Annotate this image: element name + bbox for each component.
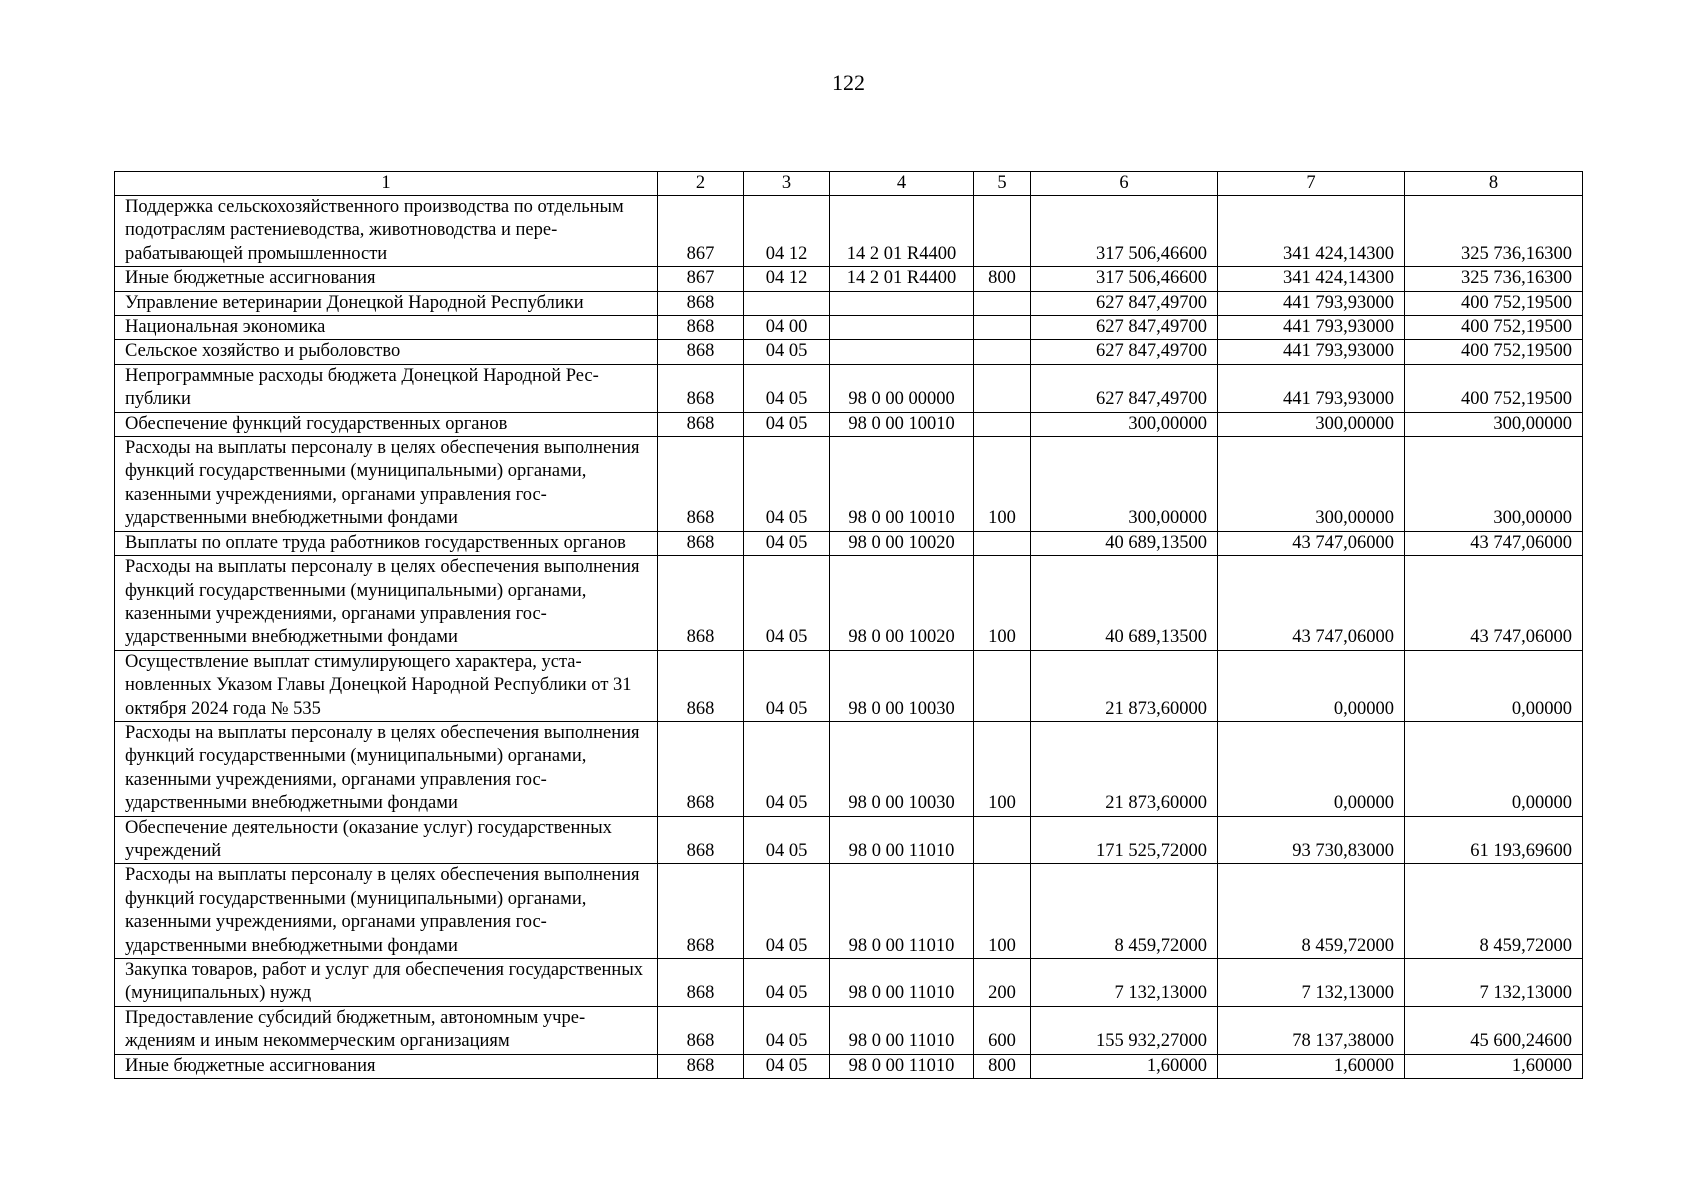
target-article-cell: 98 0 00 10010 bbox=[830, 412, 974, 436]
expense-type-cell bbox=[974, 412, 1031, 436]
column-header: 6 bbox=[1031, 172, 1218, 196]
amount-2026-cell: 78 137,38000 bbox=[1218, 1006, 1405, 1054]
target-article-cell: 98 0 00 10020 bbox=[830, 531, 974, 555]
amount-2027-cell: 43 747,06000 bbox=[1405, 531, 1583, 555]
table-row bbox=[115, 1006, 1583, 1054]
amount-2027-cell: 300,00000 bbox=[1405, 412, 1583, 436]
section-code-cell: 04 05 bbox=[744, 364, 830, 412]
row-name-cell: Закупка товаров, работ и услуг для обеспечения государственных (муниципальных) нужд bbox=[115, 959, 658, 1007]
ministry-code-cell: 868 bbox=[658, 340, 744, 364]
column-header: 5 bbox=[974, 172, 1031, 196]
amount-2025-cell: 8 459,72000 bbox=[1031, 864, 1218, 959]
amount-2025-cell: 317 506,46600 bbox=[1031, 267, 1218, 291]
amount-2025-cell: 7 132,13000 bbox=[1031, 959, 1218, 1007]
table-row bbox=[115, 721, 1583, 816]
amount-2027-cell: 400 752,19500 bbox=[1405, 291, 1583, 315]
table-row bbox=[115, 816, 1583, 864]
target-article-cell: 98 0 00 10010 bbox=[830, 437, 974, 532]
section-code-cell: 04 05 bbox=[744, 816, 830, 864]
amount-2026-cell: 7 132,13000 bbox=[1218, 959, 1405, 1007]
amount-2026-cell: 341 424,14300 bbox=[1218, 267, 1405, 291]
expense-type-cell bbox=[974, 650, 1031, 721]
table-row bbox=[115, 291, 1583, 315]
row-name-cell: Национальная экономика bbox=[115, 316, 658, 340]
table-row bbox=[115, 650, 1583, 721]
amount-2026-cell: 441 793,93000 bbox=[1218, 340, 1405, 364]
column-header: 1 bbox=[115, 172, 658, 196]
section-code-cell: 04 05 bbox=[744, 340, 830, 364]
table-row bbox=[115, 340, 1583, 364]
expense-type-cell: 100 bbox=[974, 556, 1031, 651]
row-name-cell: Выплаты по оплате труда работников государственных органов bbox=[115, 531, 658, 555]
table-row bbox=[115, 959, 1583, 1007]
expense-type-cell: 100 bbox=[974, 721, 1031, 816]
amount-2027-cell: 8 459,72000 bbox=[1405, 864, 1583, 959]
table-row bbox=[115, 864, 1583, 959]
row-name-cell: Иные бюджетные ассигнования bbox=[115, 1054, 658, 1078]
expense-type-cell: 100 bbox=[974, 437, 1031, 532]
amount-2025-cell: 627 847,49700 bbox=[1031, 291, 1218, 315]
column-header: 2 bbox=[658, 172, 744, 196]
expense-type-cell bbox=[974, 340, 1031, 364]
amount-2025-cell: 171 525,72000 bbox=[1031, 816, 1218, 864]
amount-2026-cell: 300,00000 bbox=[1218, 412, 1405, 436]
expense-type-cell bbox=[974, 531, 1031, 555]
ministry-code-cell: 868 bbox=[658, 864, 744, 959]
target-article-cell: 98 0 00 00000 bbox=[830, 364, 974, 412]
target-article-cell bbox=[830, 340, 974, 364]
page-number: 122 bbox=[832, 70, 865, 95]
table-row bbox=[115, 316, 1583, 340]
amount-2027-cell: 400 752,19500 bbox=[1405, 316, 1583, 340]
ministry-code-cell: 868 bbox=[658, 316, 744, 340]
row-name-cell: Обеспечение деятельности (оказание услуг) государственных учреждений bbox=[115, 816, 658, 864]
amount-2026-cell: 43 747,06000 bbox=[1218, 531, 1405, 555]
expense-type-cell: 600 bbox=[974, 1006, 1031, 1054]
section-code-cell: 04 12 bbox=[744, 267, 830, 291]
section-code-cell: 04 05 bbox=[744, 650, 830, 721]
section-code-cell: 04 05 bbox=[744, 864, 830, 959]
row-name-cell: Непрограммные расходы бюджета Донецкой Народной Республики bbox=[115, 364, 658, 412]
section-code-cell bbox=[744, 291, 830, 315]
section-code-cell: 04 05 bbox=[744, 1054, 830, 1078]
amount-2026-cell: 93 730,83000 bbox=[1218, 816, 1405, 864]
row-name-cell: Иные бюджетные ассигнования bbox=[115, 267, 658, 291]
table-row bbox=[115, 1054, 1583, 1078]
target-article-cell: 98 0 00 10030 bbox=[830, 650, 974, 721]
target-article-cell: 98 0 00 11010 bbox=[830, 959, 974, 1007]
ministry-code-cell: 868 bbox=[658, 650, 744, 721]
row-name-cell: Осуществление выплат стимулирующего характера, установленных Указом Главы Донецкой Народной Республики от 31 октября 2024 года № 535 bbox=[115, 650, 658, 721]
target-article-cell bbox=[830, 316, 974, 340]
amount-2025-cell: 21 873,60000 bbox=[1031, 721, 1218, 816]
amount-2026-cell: 43 747,06000 bbox=[1218, 556, 1405, 651]
expense-type-cell: 800 bbox=[974, 1054, 1031, 1078]
amount-2026-cell: 8 459,72000 bbox=[1218, 864, 1405, 959]
amount-2026-cell: 0,00000 bbox=[1218, 721, 1405, 816]
ministry-code-cell: 868 bbox=[658, 959, 744, 1007]
ministry-code-cell: 868 bbox=[658, 412, 744, 436]
target-article-cell: 14 2 01 R4400 bbox=[830, 196, 974, 267]
column-header: 4 bbox=[830, 172, 974, 196]
header-row bbox=[115, 172, 1583, 196]
amount-2027-cell: 0,00000 bbox=[1405, 650, 1583, 721]
row-name-cell: Предоставление субсидий бюджетным, автономным учреждениям и иным некоммерческим организациям bbox=[115, 1006, 658, 1054]
target-article-cell: 98 0 00 11010 bbox=[830, 816, 974, 864]
amount-2026-cell: 300,00000 bbox=[1218, 437, 1405, 532]
amount-2027-cell: 61 193,69600 bbox=[1405, 816, 1583, 864]
section-code-cell: 04 05 bbox=[744, 437, 830, 532]
amount-2025-cell: 21 873,60000 bbox=[1031, 650, 1218, 721]
amount-2027-cell: 43 747,06000 bbox=[1405, 556, 1583, 651]
table-row bbox=[115, 556, 1583, 651]
amount-2025-cell: 300,00000 bbox=[1031, 437, 1218, 532]
target-article-cell: 14 2 01 R4400 bbox=[830, 267, 974, 291]
amount-2027-cell: 7 132,13000 bbox=[1405, 959, 1583, 1007]
table-row bbox=[115, 412, 1583, 436]
target-article-cell: 98 0 00 11010 bbox=[830, 864, 974, 959]
amount-2027-cell: 300,00000 bbox=[1405, 437, 1583, 532]
column-header: 7 bbox=[1218, 172, 1405, 196]
target-article-cell: 98 0 00 10020 bbox=[830, 556, 974, 651]
amount-2027-cell: 325 736,16300 bbox=[1405, 267, 1583, 291]
table-row bbox=[115, 437, 1583, 532]
section-code-cell: 04 12 bbox=[744, 196, 830, 267]
section-code-cell: 04 05 bbox=[744, 959, 830, 1007]
ministry-code-cell: 868 bbox=[658, 816, 744, 864]
amount-2026-cell: 1,60000 bbox=[1218, 1054, 1405, 1078]
section-code-cell: 04 05 bbox=[744, 412, 830, 436]
ministry-code-cell: 868 bbox=[658, 364, 744, 412]
amount-2026-cell: 441 793,93000 bbox=[1218, 364, 1405, 412]
table-row bbox=[115, 531, 1583, 555]
ministry-code-cell: 868 bbox=[658, 291, 744, 315]
amount-2027-cell: 1,60000 bbox=[1405, 1054, 1583, 1078]
amount-2025-cell: 155 932,27000 bbox=[1031, 1006, 1218, 1054]
expense-type-cell bbox=[974, 816, 1031, 864]
table-row bbox=[115, 267, 1583, 291]
expense-type-cell: 200 bbox=[974, 959, 1031, 1007]
ministry-code-cell: 868 bbox=[658, 721, 744, 816]
column-header: 8 bbox=[1405, 172, 1583, 196]
amount-2025-cell: 317 506,46600 bbox=[1031, 196, 1218, 267]
section-code-cell: 04 00 bbox=[744, 316, 830, 340]
amount-2027-cell: 325 736,16300 bbox=[1405, 196, 1583, 267]
target-article-cell bbox=[830, 291, 974, 315]
section-code-cell: 04 05 bbox=[744, 721, 830, 816]
amount-2025-cell: 40 689,13500 bbox=[1031, 531, 1218, 555]
expense-type-cell bbox=[974, 316, 1031, 340]
amount-2025-cell: 627 847,49700 bbox=[1031, 340, 1218, 364]
budget-table bbox=[114, 171, 1583, 1079]
ministry-code-cell: 868 bbox=[658, 531, 744, 555]
row-name-cell: Расходы на выплаты персоналу в целях обеспечения выполнения функций государственными (муниципальными) органами, казенными учреждениями, органами управления государственными внебюджетными фондами bbox=[115, 864, 658, 959]
amount-2027-cell: 45 600,24600 bbox=[1405, 1006, 1583, 1054]
expense-type-cell bbox=[974, 196, 1031, 267]
expense-type-cell bbox=[974, 291, 1031, 315]
expense-type-cell: 100 bbox=[974, 864, 1031, 959]
amount-2025-cell: 300,00000 bbox=[1031, 412, 1218, 436]
expense-type-cell bbox=[974, 364, 1031, 412]
amount-2025-cell: 1,60000 bbox=[1031, 1054, 1218, 1078]
target-article-cell: 98 0 00 10030 bbox=[830, 721, 974, 816]
table-row bbox=[115, 364, 1583, 412]
ministry-code-cell: 867 bbox=[658, 196, 744, 267]
target-article-cell: 98 0 00 11010 bbox=[830, 1006, 974, 1054]
section-code-cell: 04 05 bbox=[744, 1006, 830, 1054]
amount-2026-cell: 441 793,93000 bbox=[1218, 316, 1405, 340]
amount-2025-cell: 627 847,49700 bbox=[1031, 316, 1218, 340]
target-article-cell: 98 0 00 11010 bbox=[830, 1054, 974, 1078]
ministry-code-cell: 868 bbox=[658, 556, 744, 651]
table-row bbox=[115, 196, 1583, 267]
amount-2027-cell: 400 752,19500 bbox=[1405, 364, 1583, 412]
amount-2026-cell: 441 793,93000 bbox=[1218, 291, 1405, 315]
row-name-cell: Обеспечение функций государственных органов bbox=[115, 412, 658, 436]
amount-2027-cell: 0,00000 bbox=[1405, 721, 1583, 816]
row-name-cell: Расходы на выплаты персоналу в целях обеспечения выполнения функций государственными (муниципальными) органами, казенными учреждениями, органами управления государственными внебюджетными фондами bbox=[115, 556, 658, 651]
amount-2026-cell: 0,00000 bbox=[1218, 650, 1405, 721]
row-name-cell: Управление ветеринарии Донецкой Народной Республики bbox=[115, 291, 658, 315]
row-name-cell: Сельское хозяйство и рыболовство bbox=[115, 340, 658, 364]
ministry-code-cell: 868 bbox=[658, 1054, 744, 1078]
amount-2025-cell: 627 847,49700 bbox=[1031, 364, 1218, 412]
row-name-cell: Расходы на выплаты персоналу в целях обеспечения выполнения функций государственными (муниципальными) органами, казенными учреждениями, органами управления государственными внебюджетными фондами bbox=[115, 721, 658, 816]
ministry-code-cell: 868 bbox=[658, 437, 744, 532]
amount-2027-cell: 400 752,19500 bbox=[1405, 340, 1583, 364]
section-code-cell: 04 05 bbox=[744, 556, 830, 651]
row-name-cell: Поддержка сельскохозяйственного производства по отдельным подотраслям растениеводства, животноводства и перерабатывающей промышленности bbox=[115, 196, 658, 267]
section-code-cell: 04 05 bbox=[744, 531, 830, 555]
expense-type-cell: 800 bbox=[974, 267, 1031, 291]
ministry-code-cell: 867 bbox=[658, 267, 744, 291]
column-header: 3 bbox=[744, 172, 830, 196]
amount-2025-cell: 40 689,13500 bbox=[1031, 556, 1218, 651]
amount-2026-cell: 341 424,14300 bbox=[1218, 196, 1405, 267]
ministry-code-cell: 868 bbox=[658, 1006, 744, 1054]
row-name-cell: Расходы на выплаты персоналу в целях обеспечения выполнения функций государственными (муниципальными) органами, казенными учреждениями, органами управления государственными внебюджетными фондами bbox=[115, 437, 658, 532]
